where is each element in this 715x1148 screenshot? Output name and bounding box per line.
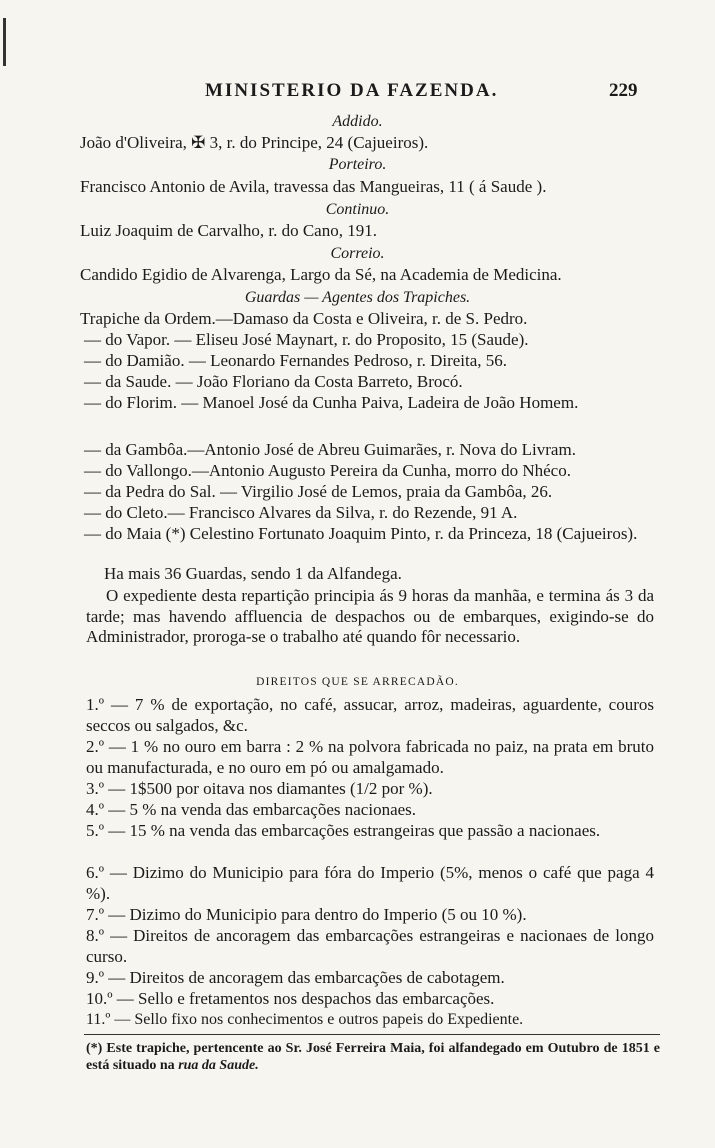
binding-edge-mark	[3, 18, 6, 66]
trapiche-entry: — do Florim. — Manoel José da Cunha Paiva, Ladeira de João Homem.	[84, 393, 579, 412]
expediente-paragraph: O expediente desta repartição principia ás 9 horas da manhãa, e termina ás 3 da tarde; mas havendo affluencia de despachos ou de embarques, exigindo-se do Administrador, proroga-se o trabalho até quando fôr necessario.	[86, 586, 654, 646]
trapiche-entry: — da Pedra do Sal. — Virgilio José de Lemos, praia da Gambôa, 26.	[84, 482, 553, 501]
section-heading-guardas: Guardas — Agentes dos Trapiches.	[244, 289, 471, 306]
page-number: 229	[609, 80, 638, 101]
header-title: MINISTERIO DA FAZENDA.	[205, 80, 499, 101]
footnote-rule	[84, 1034, 660, 1035]
section-heading-continuo: Continuo.	[325, 201, 390, 218]
entry-correio: Candido Egidio de Alvarenga, Largo da Sé, na Academia de Medicina.	[80, 265, 562, 284]
direito-item: 8.º — Direitos de ancoragem das embarcações estrangeiras e nacionaes de longo curso.	[86, 926, 654, 966]
footnote	[86, 1040, 660, 1074]
direito-item: 7.º — Dizimo do Municipio para dentro do Imperio (5 ou 10 %).	[86, 905, 527, 924]
trapiche-entry: — do Damião. — Leonardo Fernandes Pedroso, r. Direita, 56.	[84, 351, 508, 370]
direito-item: 4.º — 5 % na venda das embarcações nacionaes.	[86, 800, 417, 819]
direito-item: 11.º — Sello fixo nos conhecimentos e outros papeis do Expediente.	[86, 1011, 524, 1028]
entry-porteiro: Francisco Antonio de Avila, travessa das Mangueiras, 11 ( á Saude ).	[80, 177, 547, 196]
direito-item: 9.º — Direitos de ancoragem das embarcações de cabotagem.	[86, 968, 505, 987]
direitos-heading: DIREITOS QUE SE ARRECADÃO.	[256, 676, 459, 688]
trapiche-entry: Trapiche da Ordem.—Damaso da Costa e Oliveira, r. de S. Pedro.	[80, 309, 528, 328]
direito-item: 3.º — 1$500 por oitava nos diamantes (1/2 por %).	[86, 779, 433, 798]
entry-continuo: Luiz Joaquim de Carvalho, r. do Cano, 191.	[80, 221, 377, 240]
direito-item: 6.º — Dizimo do Municipio para fóra do Imperio (5%, menos o café que paga 4 %).	[86, 863, 654, 903]
guardas-note: Ha mais 36 Guardas, sendo 1 da Alfandega.	[104, 564, 402, 583]
section-heading-addido: Addido.	[332, 113, 383, 130]
direito-item: 10.º — Sello e fretamentos nos despachos das embarcações.	[86, 989, 495, 1008]
section-heading-porteiro: Porteiro.	[328, 156, 387, 173]
direito-item: 1.º — 7 % de exportação, no café, assucar, arroz, madeiras, aguardente, couros seccos ou salgados, &c.	[86, 695, 654, 735]
trapiche-entry: — do Vapor. — Eliseu José Maynart, r. do Proposito, 15 (Saude).	[84, 330, 529, 349]
footnote-place: rua da Saude.	[178, 1058, 259, 1073]
trapiche-entry: — do Cleto.— Francisco Alvares da Silva, r. do Rezende, 91 A.	[84, 503, 518, 522]
direito-item: 5.º — 15 % na venda das embarcações estrangeiras que passão a nacionaes.	[86, 821, 601, 840]
trapiche-entry: — da Gambôa.—Antonio José de Abreu Guimarães, r. Nova do Livram.	[84, 440, 576, 459]
entry-addido: João d'Oliveira, ✠ 3, r. do Principe, 24 (Cajueiros).	[80, 133, 429, 152]
section-heading-correio: Correio.	[330, 245, 385, 262]
direito-item: 2.º — 1 % no ouro em barra : 2 % na polvora fabricada no paiz, na prata em bruto ou manufacturada, e no ouro em pó ou amalgamado.	[86, 737, 654, 777]
trapiche-entry: — da Saude. — João Floriano da Costa Barreto, Brocó.	[84, 372, 463, 391]
footnote-lead: (*) Este trapiche, pertencente ao Sr. José Ferreira Maia, foi alfandegado em Outubro de 1851 e está situado na	[86, 1041, 660, 1073]
trapiche-entry: — do Vallongo.—Antonio Augusto Pereira da Cunha, morro do Nhéco.	[84, 461, 571, 480]
running-header	[0, 80, 715, 104]
trapiche-entry: — do Maia (*) Celestino Fortunato Joaquim Pinto, r. da Princeza, 18 (Cajueiros).	[84, 524, 638, 543]
